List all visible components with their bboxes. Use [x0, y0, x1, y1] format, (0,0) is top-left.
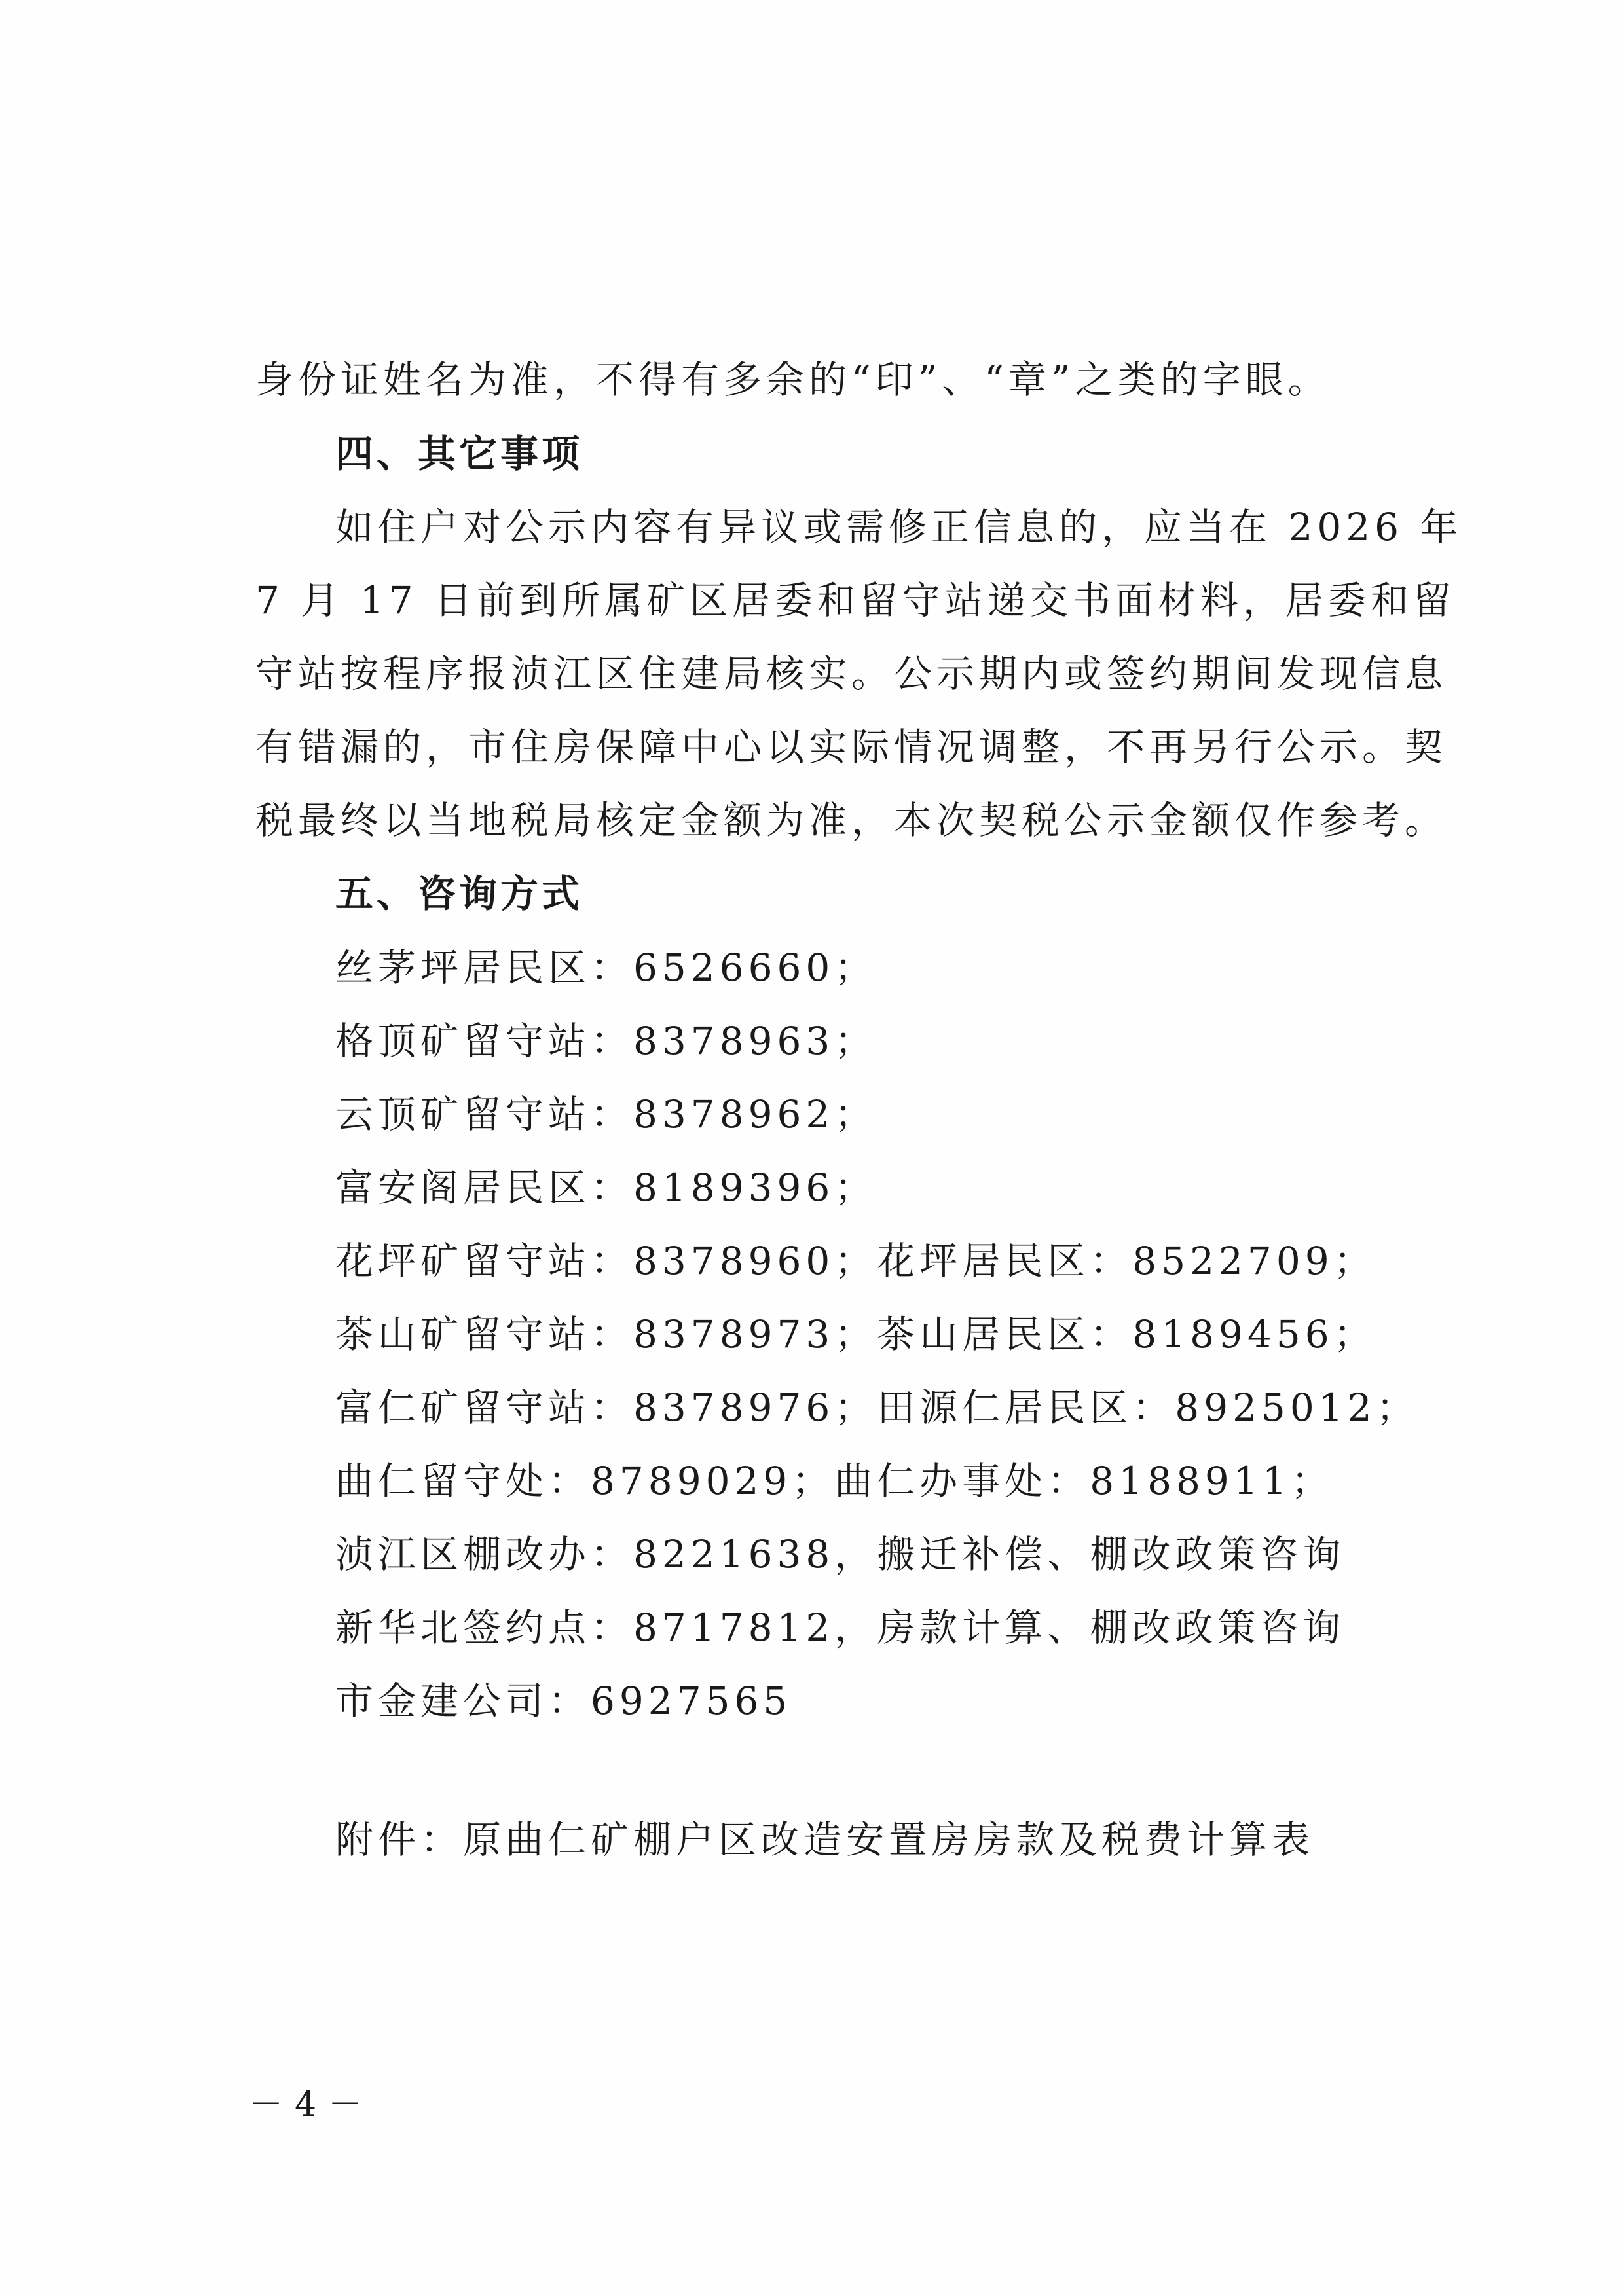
paragraph-line: 税最终以当地税局核定金额为准，本次契税公示金额仅作参考。	[255, 798, 1448, 843]
contact-line: 丝茅坪居民区：6526660；	[335, 945, 877, 990]
page-number: －4－	[249, 2085, 375, 2124]
contact-line: 云顶矿留守站：8378962；	[335, 1092, 877, 1137]
contact-line: 富仁矿留守站：8378976；田源仁居民区：8925012；	[335, 1385, 1419, 1430]
paragraph-line: 有错漏的，市住房保障中心以实际情况调整，不再另行公示。契	[255, 725, 1448, 769]
paragraph-line: 守站按程序报浈江区住建局核实。公示期内或签约期间发现信息	[255, 651, 1448, 696]
section-heading-other-matters: 四、其它事项	[335, 431, 583, 476]
attachment-line: 附件：原曲仁矿棚户区改造安置房房款及税费计算表	[335, 1817, 1315, 1862]
contact-line: 格顶矿留守站：8378963；	[335, 1019, 877, 1063]
paragraph-line: 身份证姓名为准，不得有多余的“印”、“章”之类的字眼。	[255, 357, 1331, 402]
contact-line: 富安阁居民区：8189396；	[335, 1165, 877, 1210]
contact-line: 花坪矿留守站：8378960；花坪居民区：8522709；	[335, 1239, 1376, 1283]
section-heading-consultation: 五、咨询方式	[335, 871, 583, 916]
contact-line: 浈江区棚改办：8221638，搬迁补偿、棚改政策咨询	[335, 1532, 1346, 1576]
contact-line: 茶山矿留守站：8378973；茶山居民区：8189456；	[335, 1312, 1376, 1357]
contact-line: 新华北签约点：8717812，房款计算、棚改政策咨询	[335, 1605, 1346, 1650]
contact-line: 曲仁留守处：8789029；曲仁办事处：8188911；	[335, 1459, 1334, 1503]
contact-line: 市金建公司：6927565	[335, 1679, 792, 1723]
paragraph-line: 如住户对公示内容有异议或需修正信息的，应当在 2026 年	[335, 505, 1463, 549]
paragraph-line: 7 月 17 日前到所属矿区居委和留守站递交书面材料，居委和留	[255, 578, 1456, 623]
